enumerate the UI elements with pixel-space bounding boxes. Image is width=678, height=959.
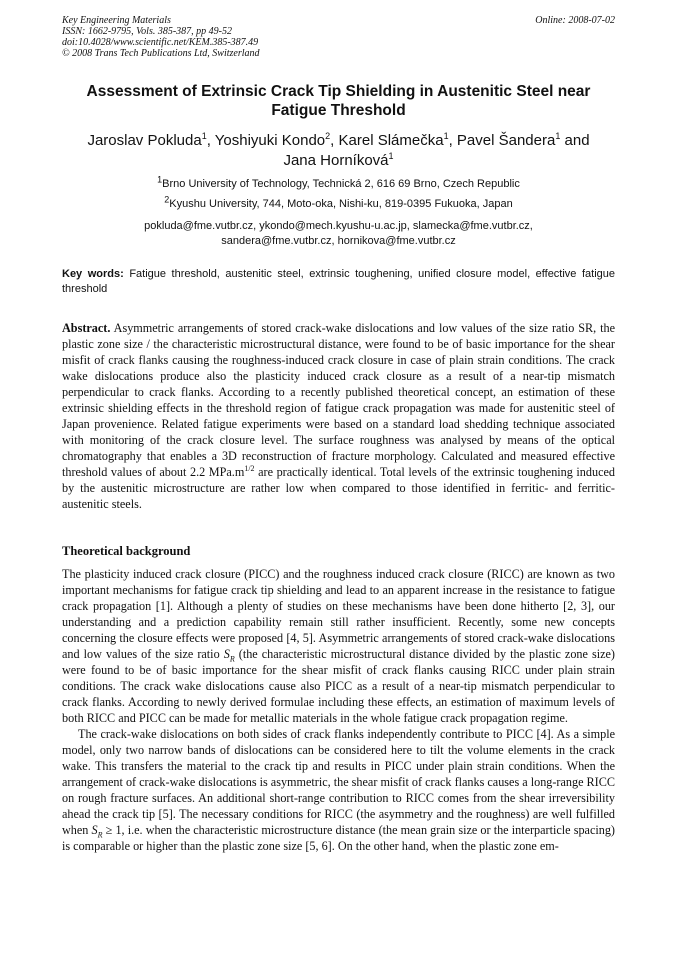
paragraph <box>62 566 615 726</box>
author-list <box>62 131 615 171</box>
author-separator: and <box>560 132 590 149</box>
abstract <box>62 320 615 512</box>
affiliation-text: Kyushu University, 744, Moto-oka, Nishi-ku, 819-0395 Fukuoka, Japan <box>169 198 513 210</box>
symbol-s: S <box>91 823 98 837</box>
author-name: Karel Slámečka <box>338 132 444 149</box>
paragraph-text: (the characteristic microstructural distance divided by the plastic zone size) were found to be of basic importance for the shear misfit of crack flanks causing RICC under plain strain conditions. The crack wake dislocations cause also PICC as a result of a near-tip mismatch perpendicular to crack flanks. According to newly derived formulae including these effects, an estimation of maximum levels of both RICC and PICC can be made for metallic materials in the whole fatigue crack propagation regime. <box>62 647 615 725</box>
copyright-line: © 2008 Trans Tech Publications Ltd, Switzerland <box>62 48 260 59</box>
keywords-text: Fatigue threshold, austenitic steel, extrinsic toughening, unified closure model, effective fatigue threshold <box>62 268 615 295</box>
paragraph-text: The crack-wake dislocations on both sides of crack flanks independently contribute to PICC [4]. As a simple model, only two narrow bands of dislocations can be considered here to tilt the volume elements in the crack wake. This transfers the material to the crack tip and results in PICC under plain strain conditions. When the arrangement of crack-wake dislocations is asymmetric, the shear misfit of crack flanks causes a long-range RICC on rough fracture surfaces. An additional short-range contribution to RICC comes from the shear irreversibility ahead the crack tip [5]. The necessary conditions for RICC (the asymmetry and the roughness) are well fulfilled when <box>62 727 615 837</box>
paragraph <box>62 726 615 854</box>
affiliation-number: 2 <box>164 194 170 205</box>
symbol-s: S <box>223 647 230 661</box>
email-list <box>62 219 615 249</box>
author-name: Jana Horníková <box>283 152 389 169</box>
author-name: Yoshiyuki Kondo <box>214 132 326 149</box>
keywords <box>62 267 615 297</box>
abstract-label: Abstract. <box>62 321 111 335</box>
email-line: pokluda@fme.vutbr.cz, ykondo@mech.kyushu-u.ac.jp, slamecka@fme.vutbr.cz, <box>144 220 533 232</box>
affiliation-2 <box>62 194 615 211</box>
author-separator: , <box>206 132 215 149</box>
online-date: Online: 2008-07-02 <box>535 15 615 26</box>
section-body <box>62 566 615 854</box>
author-affiliation-mark: 1 <box>443 131 449 141</box>
journal-header <box>62 15 615 59</box>
paragraph-text: ≥ 1, i.e. when the characteristic microstructure distance (the mean grain size or the interparticle spacing) is comparable or higher than the plastic zone size [5, 6]. On the other hand, when the plastic zone em- <box>62 823 615 853</box>
paper-title: Assessment of Extrinsic Crack Tip Shielding in Austenitic Steel near Fatigue Threshold <box>86 83 591 119</box>
author-affiliation-mark: 1 <box>201 131 207 141</box>
section-heading: Theoretical background <box>62 544 191 558</box>
journal-name: Key Engineering Materials <box>62 15 171 26</box>
email-line: sandera@fme.vutbr.cz, hornikova@fme.vutbr.cz <box>221 235 456 247</box>
abstract-exponent: 1/2 <box>244 463 255 473</box>
paragraph-text: The plasticity induced crack closure (PICC) and the roughness induced crack closure (RICC) are known as two important mechanisms for fatigue crack tip shielding and lead to an apparent increase in the resistance to fatigue crack propagation [1]. Although a plenty of studies on these mechanisms have been done hitherto [2, 3], our understanding and a prediction capability remain still rather insufficient. Recently, some new concepts concerning the closure effects were proposed [4, 5]. Asymmetric arrangements of stored crack-wake dislocations and low values of the size ratio <box>62 567 615 661</box>
author-separator: , <box>330 132 339 149</box>
affiliation-number: 1 <box>157 174 163 185</box>
affiliation-1 <box>62 174 615 191</box>
doi-line: doi:10.4028/www.scientific.net/KEM.385-387.49 <box>62 37 259 48</box>
author-separator: , <box>448 132 457 149</box>
author-affiliation-mark: 1 <box>388 151 394 161</box>
symbol-subscript-r: R <box>97 830 103 840</box>
keywords-label: Key words: <box>62 268 124 280</box>
symbol-subscript-r: R <box>229 654 235 664</box>
author-affiliation-mark: 1 <box>555 131 561 141</box>
issn-line: ISSN: 1662-9795, Vols. 385-387, pp 49-52 <box>62 26 232 37</box>
author-name: Pavel Šandera <box>456 132 556 149</box>
abstract-text-end: are practically identical. Total levels of the extrinsic toughening induced by the austenitic microstructure are rather low when compared to those identified in ferritic- and ferritic-austenitic steels. <box>62 465 615 511</box>
abstract-text: Asymmetric arrangements of stored crack-wake dislocations and low values of the size ratio SR, the plastic zone size / the characteristic microstructural distance, were found to be of basic importance for the shear misfit of crack flanks causing the roughness-induced crack closure in case of plain strain conditions. The crack wake dislocations produce also the plasticity induced crack closure as a result of a near-tip mismatch perpendicular to crack flanks. According to a recently published theoretical concept, an estimation of these extrinsic shielding effects in the threshold region of fatigue crack propagation was made for austenitic steel of Japan provenience. Related fatigue experiments were based on a standard load shedding technique associated with monitoring of the crack closure level. The surface roughness was analysed by means of the optical chromatography that enables a 3D reconstruction of fracture morphology. Calculated and measured effective threshold values of about 2.2 MPa.m <box>62 321 616 479</box>
affiliation-text: Brno University of Technology, Technická 2, 616 69 Brno, Czech Republic <box>162 178 520 190</box>
author-affiliation-mark: 2 <box>325 131 331 141</box>
author-name: Jaroslav Pokluda <box>87 132 202 149</box>
